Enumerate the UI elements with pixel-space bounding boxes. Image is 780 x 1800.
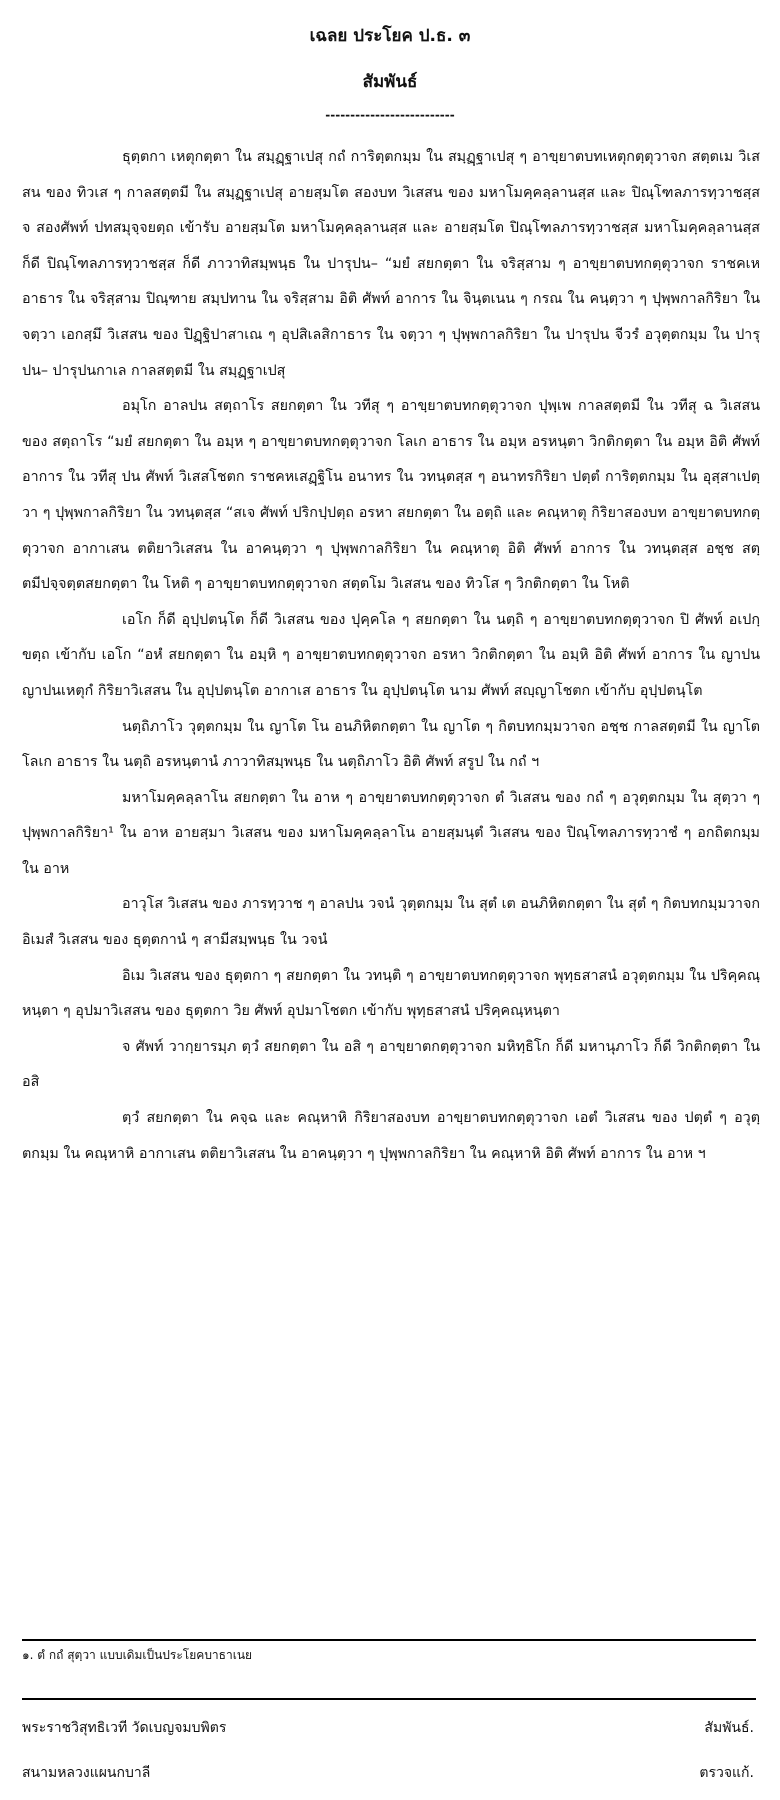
title-divider: -------------------------- — [325, 108, 455, 122]
footnote: ๑. ตํ กถํ สุตฺวา แบบเดิมเป็นประโยคบาธาเนย — [22, 1648, 253, 1662]
page-subtitle: สัมพันธ์ — [362, 72, 418, 92]
footer-divider — [22, 1698, 756, 1700]
paragraph-4: นตฺถิภาโว วุตฺตกมฺม ใน ญาโต โน อนภิหิตกตฺตา ใน ญาโต ๆ กิตบทกมฺมวาจก อชฺช กาลสตฺตมี ใน ญาโต โลเก อาธาร ใน นตฺถิ อรหนฺตานํ ภาวาทิสมฺพนฺธ ใน นตฺถิภาโว อิติ ศัพท์ สรูป ใน กถํ ฯ — [22, 718, 760, 771]
paragraph-3: เอโก ก็ดี อุปฺปตนฺโต ก็ดี วิเสสน ของ ปุคฺคโล ๆ สยกตฺตา ใน นตฺถิ ๆ อาขฺยาตบทกตฺตุวาจก ปิ ศัพท์ อเปกฺขตฺถ เข้ากับ เอโก “อหํ สยกตฺตา ใน อมฺหิ ๆ อาขฺยาตบทกตฺตุวาจก อรหา วิกติกตฺตา ใน อมฺหิ อิติ ศัพท์ อาการ ใน ญาปน ญาปนเหตุกํ กิริยาวิเสสน ใน อุปฺปตนฺโต อากาเส อาธาร ใน อุปฺปตนฺโต นาม ศัพท์ สญฺญาโชตก เข้ากับ อุปฺปตนฺโต — [22, 611, 760, 699]
paragraph-5: มหาโมคฺคลฺลาโน สยกตฺตา ใน อาห ๆ อาขฺยาตบทกตฺตุวาจก ตํ วิเสสน ของ กถํ ๆ อวุตฺตกมฺม ใน สุตฺวา ๆ ปุพฺพกาลกิริยา¹ ใน อาห อายสฺมา วิเสสน ของ มหาโมคฺคลฺลาโน อายสฺมนฺตํ วิเสสน ของ ปิณฺโฑลภารทฺวาชํ ๆ อกถิตกมฺม ใน อาห — [22, 789, 760, 877]
footer-author: พระราชวิสุทธิเวที วัดเบญจมบพิตร — [22, 1720, 227, 1736]
document-body — [22, 140, 760, 1172]
page-title: เฉลย ประโยค ป.ธ. ๓ — [309, 26, 471, 46]
paragraph-6: อาวุโส วิเสสน ของ ภารทฺวาช ๆ อาลปน วจนํ วุตฺตกมฺม ใน สุตํ เต อนภิหิตกตฺตา ใน สุตํ ๆ กิตบทกมฺมวาจก อิเมสํ วิเสสน ของ ธุตฺตกานํ ๆ สามีสมฺพนฺธ ใน วจนํ — [22, 896, 760, 949]
paragraph-8: จ ศัพท์ วากฺยารมฺภ ตฺวํ สยกตฺตา ใน อสิ ๆ อาขฺยาตกตฺตุวาจก มหิทฺธิโก ก็ดี มหานุภาโว ก็ดี วิกติกตฺตา ใน อสิ — [22, 1038, 760, 1091]
paragraph-7: อิเม วิเสสน ของ ธุตฺตกา ๆ สยกตฺตา ใน วทนฺติ ๆ อาขฺยาตบทกตฺตุวาจก พุทฺธสาสนํ อวุตฺตกมฺม ใน ปริคฺคณฺหนฺตา ๆ อุปมาวิเสสน ของ ธุตฺตกา วิย ศัพท์ อุปมาโชตก เข้ากับ พุทฺธสาสนํ ปริคฺคณฺหนฺตา — [22, 967, 760, 1020]
paragraph-2: อมุโก อาลปน สตฺถาโร สยกตฺตา ใน วทีสุ ๆ อาขฺยาตบทกตฺตุวาจก ปุพฺเพ กาลสตฺตมี ใน วทีสุ ฉ วิเสสน ของ สตฺถาโร “มยํ สยกตฺตา ใน อมฺห ๆ อาขฺยาตบทกตฺตุวาจก โลเก อาธาร ใน อมฺห อรหนฺตา วิกติกตฺตา ใน อมฺห อิติ ศัพท์ อาการ ใน วทีสุ ปน ศัพท์ วิเสสโชตก ราชคหเสฏฺฐิโน อนาทร ใน วทนฺตสฺส ๆ อนาทรกิริยา ปตฺตํ การิตฺตกมฺม ใน อุสฺสาเปตฺวา ๆ ปุพฺพกาลกิริยา ใน วทนฺตสฺส “สเจ ศัพท์ ปริกปฺปตฺถ อรหา สยกตฺตา ใน อตฺถิ และ คณฺหาตุ กิริยาสองบท อาขฺยาตบทกตฺตุวาจก อากาเสน ตติยาวิเสสน ใน อาคนฺตฺวา ๆ ปุพฺพกาลกิริยา ใน คณฺหาตุ อิติ ศัพท์ อาการ ใน วทนฺตสฺส อชฺช สตฺตมีปจฺจตฺตสยกตฺตา ใน โหติ ๆ อาขฺยาตบทกตฺตุวาจก สตฺตโม วิเสสน ของ ทิวโส ๆ วิกติกตฺตา ใน โหติ — [22, 398, 760, 593]
footer-location: สนามหลวงแผนกบาลี — [22, 1765, 151, 1781]
footnote-divider — [22, 1639, 756, 1641]
paragraph-9: ตฺวํ สยกตฺตา ใน คจฺฉ และ คณฺหาหิ กิริยาสองบท อาขฺยาตบทกตฺตุวาจก เอตํ วิเสสน ของ ปตฺตํ ๆ อวุตฺตกมฺม ใน คณฺหาหิ อากาเสน ตติยาวิเสสน ใน อาคนฺตฺวา ๆ ปุพฺพกาลกิริยา ใน คณฺหาหิ อิติ ศัพท์ อาการ ใน อาห ฯ — [22, 1110, 760, 1162]
footer-role-review: ตรวจแก้. — [699, 1765, 754, 1781]
footer-role-relationship: สัมพันธ์. — [704, 1720, 754, 1736]
paragraph-1: ธุตฺตกา เหตุกตฺตา ใน สมฺฏฺฐาเปสุ กถํ การิตฺตกมฺม ใน สมฺฏฺฐาเปสุ ๆ อาขฺยาตบทเหตุกตฺตุวาจก สตฺตเม วิเสสน ของ ทิวเส ๆ กาลสตฺตมี ใน สมฺฏฺฐาเปสุ อายสฺมโต สองบท วิเสสน ของ มหาโมคฺคลฺลานสฺส และ ปิณฺโฑลภารทฺวาชสฺส จ สองศัพท์ ปทสมุจฺจยตฺถ เข้ารับ อายสฺมโต มหาโมคฺคลฺลานสฺส และ อายสฺมโต ปิณฺโฑลภารทฺวาชสฺส มหาโมคฺคลฺลานสฺส ก็ดี ปิณฺโฑลภารทฺวาชสฺส ก็ดี ภาวาทิสมฺพนฺธ ใน ปารุปน– “มยํ สยกตฺตา ใน จริสฺสาม ๆ อาขฺยาตบทกตฺตุวาจก ราชคเห อาธาร ใน จริสฺสาม ปิณฺฑาย สมฺปทาน ใน จริสฺสาม อิติ ศัพท์ อาการ ใน จินฺตเนน ๆ กรณ ใน คนฺตฺวา ๆ ปุพฺพกาลกิริยา ใน จตฺวา เอกสฺมึ วิเสสน ของ ปิฏฺฐิปาสาเณ ๆ อุปสิเลสิกาธาร ใน จตฺวา ๆ ปุพฺพกาลกิริยา ใน ปารุปน จีวรํ อวุตฺตกมฺม ใน ปารุปน– ปารุปนกาเล กาลสตฺตมี ใน สมฺฏฺฐาเปสุ — [22, 149, 760, 379]
